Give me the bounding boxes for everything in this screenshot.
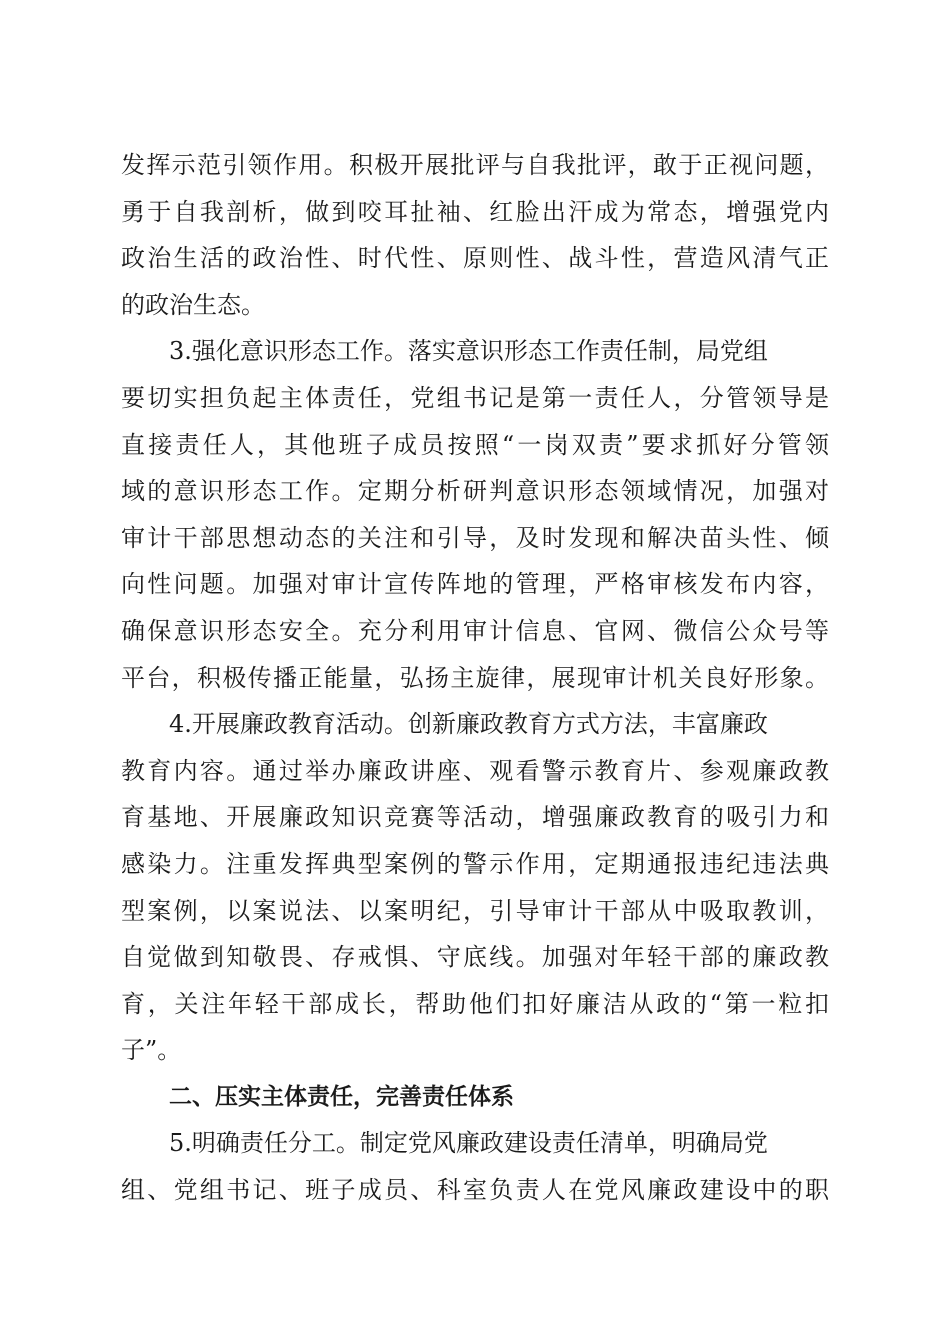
- text-line: 型案例，以案说法、以案明纪，引导审计干部从中吸取教训，: [121, 896, 829, 925]
- text-line: 勇于自我剖析，做到咬耳扯袖、红脸出汗成为常态，增强党内: [121, 197, 829, 226]
- text-line: 平台，积极传播正能量，弘扬主旋律，展现审计机关良好形象。: [121, 663, 829, 692]
- text-line: 域的意识形态工作。定期分析研判意识形态领域情况，加强对: [121, 477, 829, 506]
- paragraph-3-first-line: 3.强化意识形态工作。落实意识形态工作责任制，局党组: [169, 337, 768, 366]
- text-line: 自觉做到知敬畏、存戒惧、守底线。加强对年轻干部的廉政教: [121, 943, 829, 972]
- text-line: 组、党组书记、班子成员、科室负责人在党风廉政建设中的职: [121, 1176, 829, 1205]
- text-line: 审计干部思想动态的关注和引导，及时发现和解决苗头性、倾: [121, 523, 829, 552]
- text-line: 育，关注年轻干部成长，帮助他们扣好廉洁从政的“第一粒扣: [121, 989, 829, 1018]
- text-line: 子”。: [121, 1036, 182, 1065]
- text-line: 政治生活的政治性、时代性、原则性、战斗性，营造风清气正: [121, 244, 829, 273]
- text-line: 感染力。注重发挥典型案例的警示作用，定期通报违纪违法典: [121, 849, 829, 878]
- text-line: 确保意识形态安全。充分利用审计信息、官网、微信公众号等: [121, 616, 829, 645]
- paragraph-5-first-line: 5.明确责任分工。制定党风廉政建设责任清单，明确局党: [169, 1129, 768, 1158]
- section-heading: 二、压实主体责任，完善责任体系: [169, 1083, 514, 1110]
- text-line: 直接责任人，其他班子成员按照“一岗双责”要求抓好分管领: [121, 430, 829, 459]
- text-line: 教育内容。通过举办廉政讲座、观看警示教育片、参观廉政教: [121, 756, 829, 785]
- text-line: 发挥示范引领作用。积极开展批评与自我批评，敢于正视问题，: [121, 151, 829, 179]
- text-line: 向性问题。加强对审计宣传阵地的管理，严格审核发布内容，: [121, 570, 829, 599]
- document-body: [121, 142, 829, 1214]
- text-line: 要切实担负起主体责任，党组书记是第一责任人，分管领导是: [121, 383, 829, 412]
- paragraph-4-first-line: 4.开展廉政教育活动。创新廉政教育方式方法，丰富廉政: [169, 710, 768, 739]
- text-line: 的政治生态。: [121, 290, 265, 319]
- text-line: 育基地、开展廉政知识竞赛等活动，增强廉政教育的吸引力和: [121, 803, 829, 832]
